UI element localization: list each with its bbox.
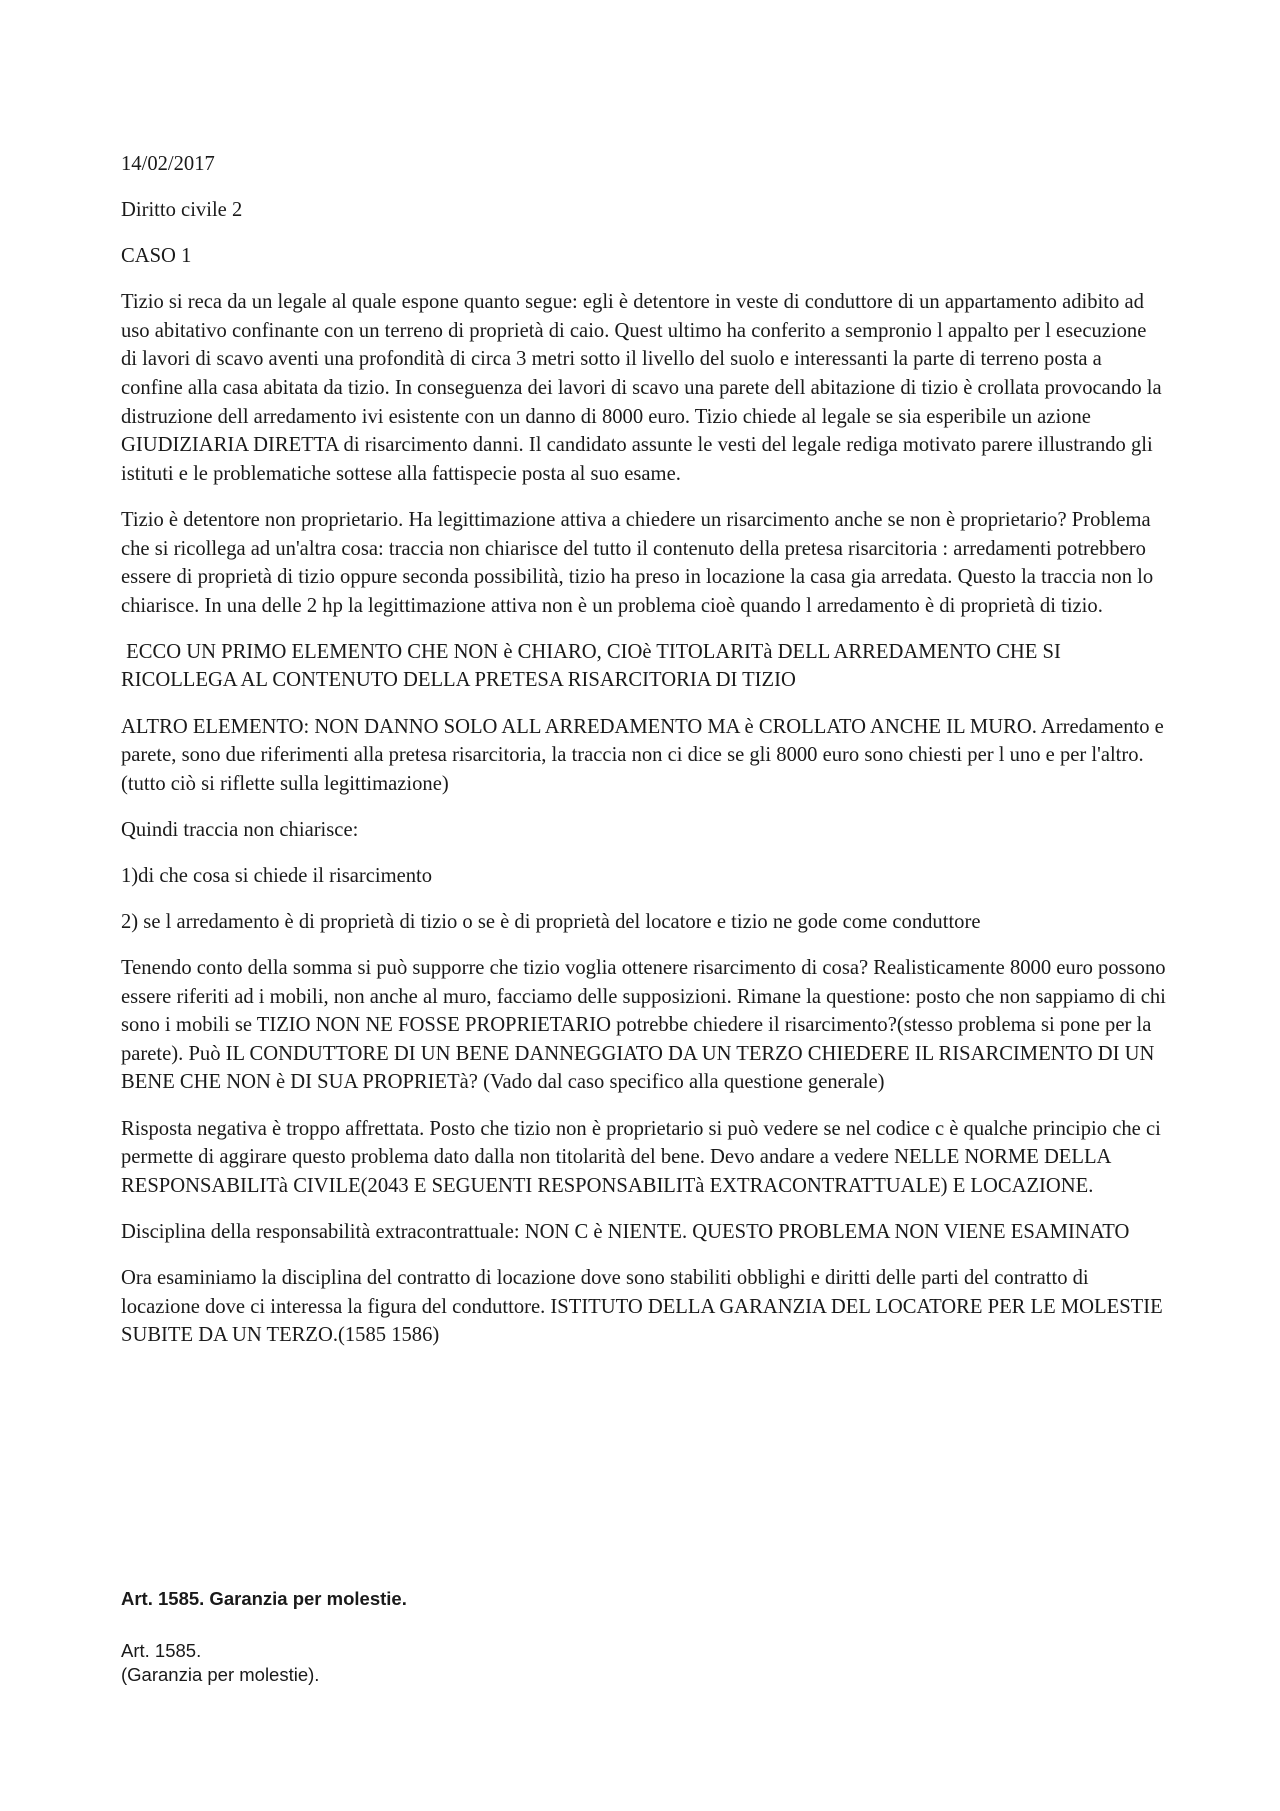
- paragraph-legitimation: Tizio è detentore non proprietario. Ha legittimazione attiva a chiedere un risarcimento anche se non è proprietario? Problema che si ricollega ad un'altra cosa: traccia non chiarisce del tutto il contenuto della pretesa risarcitoria : arredamenti potrebbero essere di proprietà di tizio oppure seconda possibilità, tizio ha preso in locazione la casa gia arredata. Questo la traccia non lo chiarisce. In una delle 2 hp la legittimazione attiva non è un problema cioè quando l arredamento è di proprietà di tizio.: [121, 508, 1154, 617]
- paragraph-case-description: Tizio si reca da un legale al quale espone quanto segue: egli è detentore in veste di conduttore di un appartamento adibito ad uso abitativo confinante con un terreno di proprietà di caio. Quest ultimo ha conferito a sempronio l appalto per l esecuzione di lavori di scavo aventi una profondità di circa 3 metri sotto il livello del suolo e interessanti la parte di terreno posta a confine alla casa abitata da tizio. In conseguenza dei lavori di scavo una parete dell abitazione di tizio è crollata provocando la distruzione dell arredamento ivi esistente con un danno di 8000 euro. Tizio chiede al legale se sia esperibile un azione GIUDIZIARIA DIRETTA di risarcimento danni. Il candidato assunte le vesti del legale rediga motivato parere illustrando gli istituti e le problematiche sottese alla fattispecie posta al suo esame.: [121, 291, 1162, 485]
- article-number: Art. 1585.: [121, 1640, 202, 1661]
- list-item-1: 1)di che cosa si chiede il risarcimento: [121, 864, 433, 887]
- list-item-2: 2) se l arredamento è di proprietà di tizio o se è di proprietà del locatore e tizio ne gode come conduttore: [121, 910, 981, 933]
- paragraph-lease-contract: Ora esaminiamo la disciplina del contratto di locazione dove sono stabiliti obblighi e diritti delle parti del contratto di locazione dove ci interessa la figura del conduttore. ISTITUTO DELLA GARANZIA DEL LOCATORE PER LE MOLESTIE SUBITE DA UN TERZO.(1585 1586): [121, 1266, 1163, 1347]
- paragraph-negative-answer: Risposta negativa è troppo affrettata. Posto che tizio non è proprietario si può vedere se nel codice c è qualche principio che ci permette di aggirare questo problema dato dalla non titolarità del bene. Devo andare a vedere NELLE NORME DELLA RESPONSABILITà CIVILE(2043 E SEGUENTI RESPONSABILITà EXTRACONTRATTUALE) E LOCAZIONE.: [121, 1117, 1161, 1197]
- article-section: [121, 1587, 1166, 1687]
- paragraph-first-element: ECCO UN PRIMO ELEMENTO CHE NON è CHIARO, CIOè TITOLARITà DELL ARREDAMENTO CHE SI RICOLLEGA AL CONTENUTO DELLA PRETESA RISARCITORIA DI TIZIO: [121, 640, 1066, 692]
- case-title: CASO 1: [121, 245, 192, 268]
- article-body: [121, 1639, 1166, 1687]
- document-date: 14/02/2017: [121, 153, 215, 175]
- document-body: [121, 150, 1166, 1367]
- paragraph-extracontractual: Disciplina della responsabilità extracontrattuale: NON C è NIENTE. QUESTO PROBLEMA NON VIENE ESAMINATO: [121, 1220, 1130, 1243]
- article-heading: Art. 1585. Garanzia per molestie.: [121, 1588, 407, 1609]
- paragraph-second-element: ALTRO ELEMENTO: NON DANNO SOLO ALL ARREDAMENTO MA è CROLLATO ANCHE IL MURO. Arredamento e parete, sono due riferimenti alla pretesa risarcitoria, la traccia non ci dice se gli 8000 euro sono chiesti per l uno e per l'altro. (tutto ciò si riflette sulla legittimazione): [121, 715, 1164, 795]
- article-title: (Garanzia per molestie).: [121, 1664, 320, 1685]
- paragraph-sum-analysis: Tenendo conto della somma si può supporre che tizio voglia ottenere risarcimento di cosa? Realisticamente 8000 euro possono essere riferiti ad i mobili, non anche al muro, facciamo delle supposizioni. Rimane la questione: posto che non sappiamo di chi sono i mobili se TIZIO NON NE FOSSE PROPRIETARIO potrebbe chiedere il risarcimento?(stesso problema si pone per la parete). Può IL CONDUTTORE DI UN BENE DANNEGGIATO DA UN TERZO CHIEDERE IL RISARCIMENTO DI UN BENE CHE NON è DI SUA PROPRIETà? (Vado dal caso specifico alla questione generale): [121, 957, 1166, 1094]
- course-title: Diritto civile 2: [121, 199, 243, 222]
- paragraph-unclear-intro: Quindi traccia non chiarisce:: [121, 818, 359, 841]
